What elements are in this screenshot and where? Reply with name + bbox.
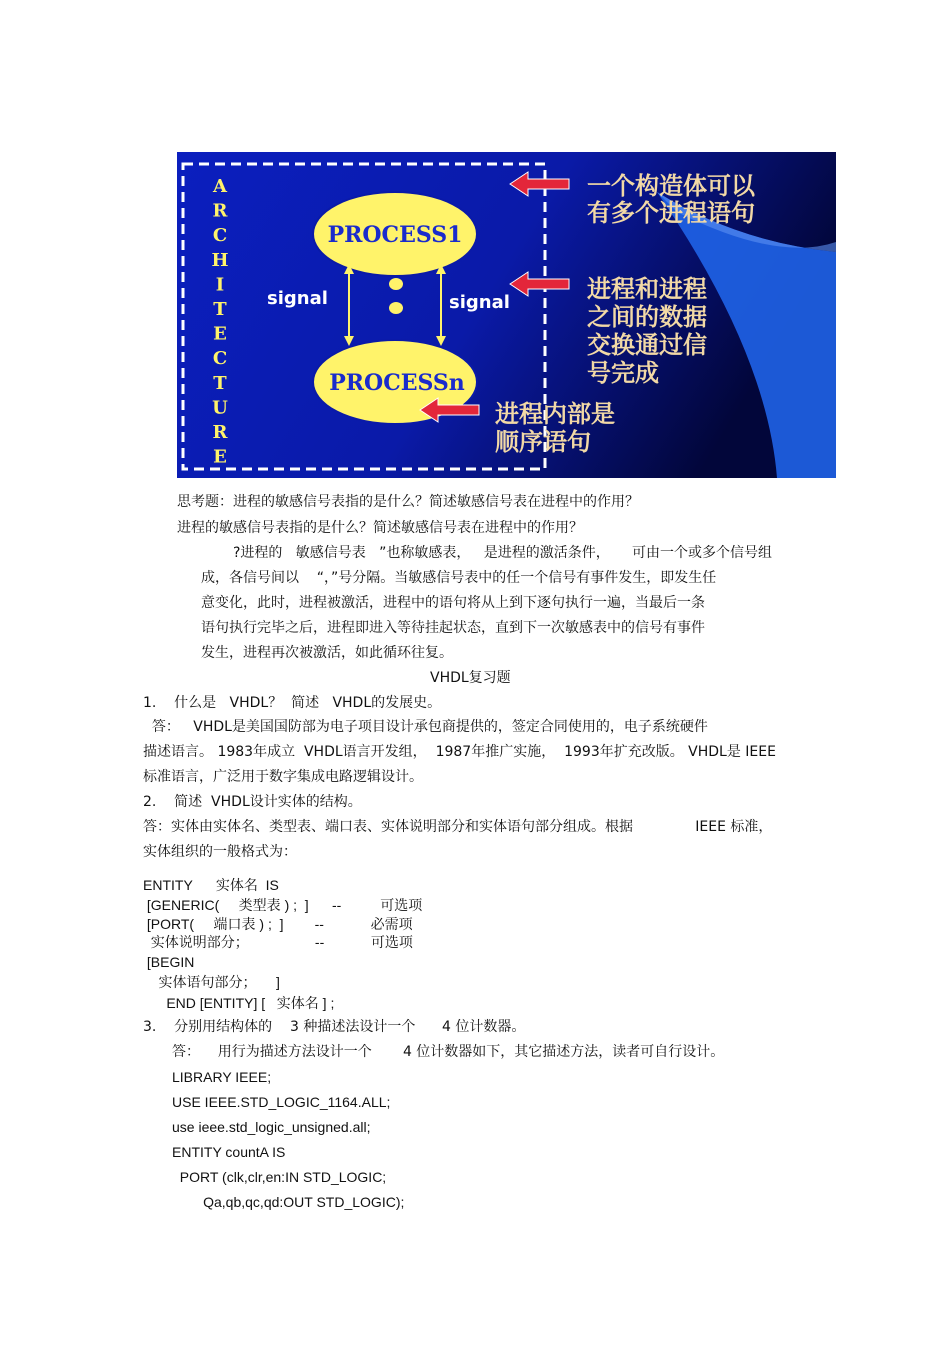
note-three-line: 进程内部是 xyxy=(495,399,615,428)
architecture-letter: T xyxy=(213,299,227,320)
note-one-line: 有多个进程语句 xyxy=(587,198,755,227)
dot-top xyxy=(389,278,403,290)
note-two-line: 进程和进程 xyxy=(587,274,707,303)
signal-label-left: signal xyxy=(267,288,328,309)
architecture-letter: C xyxy=(212,348,228,370)
answer-line-1: ?进程的 敏感信号表 ”也称敏感表， 是进程的激活条件， 可由一个或多个信号组 xyxy=(233,545,772,561)
processn-label: PROCESSn xyxy=(329,370,465,396)
architecture-letter: E xyxy=(213,446,227,468)
section-title: VHDL复习题 xyxy=(430,670,511,686)
answer-line-4: 语句执行完毕之后，进程即进入等待挂起状态，直到下一次敏感表中的信号有事件 xyxy=(201,620,705,636)
question-3-answer: 答： 用行为描述方法设计一个 4 位计数器如下，其它描述方法，读者可自行设计。 xyxy=(172,1044,725,1060)
entity-code-line: [GENERIC( 类型表 ) ; ] -- 可选项 xyxy=(143,897,423,913)
architecture-letter: A xyxy=(213,176,227,197)
note-two-line: 号完成 xyxy=(587,358,659,387)
note-one xyxy=(587,171,756,227)
architecture-diagram-svg xyxy=(177,152,836,478)
dot-bottom xyxy=(389,302,403,314)
note-one-line: 一个构造体可以 xyxy=(587,171,755,200)
architecture-diagram xyxy=(177,152,836,478)
code-line: USE IEEE.STD_LOGIC_1164.ALL; xyxy=(172,1094,391,1110)
entity-code-line: 实体说明部分； -- 可选项 xyxy=(143,934,413,950)
note-two-line: 之间的数据 xyxy=(587,302,707,331)
architecture-letter: C xyxy=(212,225,228,247)
think-question: 思考题：进程的敏感信号表指的是什么？简述敏感信号表在进程中的作用？ xyxy=(177,494,639,510)
architecture-letter: H xyxy=(211,249,229,271)
process1-label: PROCESS1 xyxy=(327,222,463,248)
code-line: PORT (clk,clr,en:IN STD_LOGIC; xyxy=(172,1169,387,1185)
entity-code-line: 实体语句部分； ] xyxy=(143,974,280,990)
signal-label-right: signal xyxy=(449,292,510,313)
think-question-repeat: 进程的敏感信号表指的是什么？简述敏感信号表在进程中的作用？ xyxy=(177,520,583,536)
answer-line-2: 成，各信号间以 “，”号分隔。当敏感信号表中的任一个信号有事件发生，即发生任 xyxy=(201,570,717,586)
answer-line-3: 意变化，此时，进程被激活，进程中的语句将从上到下逐句执行一遍，当最后一条 xyxy=(201,595,705,611)
question-3: 3. 分别用结构体的 3 种描述法设计一个 4 位计数器。 xyxy=(143,1019,526,1035)
entity-code-line: END [ENTITY] [ 实体名 ] ; xyxy=(143,995,335,1011)
architecture-letter: T xyxy=(213,372,227,394)
question-2: 2. 简述 VHDL设计实体的结构。 xyxy=(143,794,362,810)
question-1: 1. 什么是 VHDL？ 简述 VHDL的发展史。 xyxy=(143,695,442,711)
entity-code-line: [PORT( 端口表 ) ; ] -- 必需项 xyxy=(143,916,413,932)
code-line: Qa,qb,qc,qd:OUT STD_LOGIC); xyxy=(172,1194,405,1210)
entity-code-line: [BEGIN xyxy=(143,954,195,970)
question-1-answer-line-2: 描述语言。 1983年成立 VHDL语言开发组， 1987年推广实施， 1993年扩充改版。 VHDL是 IEEE xyxy=(143,744,776,760)
question-1-answer-line-1: 答： VHDL是美国国防部为电子项目设计承包商提供的，签定合同使用的，电子系统硬件 xyxy=(143,719,708,735)
architecture-letter: R xyxy=(212,422,228,443)
code-line: use ieee.std_logic_unsigned.all; xyxy=(172,1119,371,1135)
note-three-line: 顺序语句 xyxy=(495,427,591,456)
question-2-answer-line-1: 答：实体由实体名、类型表、端口表、实体说明部分和实体语句部分组成。根据 IEEE 标准， xyxy=(143,819,773,835)
entity-code-line: ENTITY 实体名 IS xyxy=(143,877,279,893)
architecture-letter: U xyxy=(212,397,228,419)
question-1-answer-line-3: 标准语言，广泛用于数字集成电路逻辑设计。 xyxy=(143,769,423,785)
architecture-letter: I xyxy=(215,274,225,296)
answer-line-5: 发生，进程再次被激活，如此循环往复。 xyxy=(201,645,453,661)
architecture-letter: R xyxy=(212,200,228,222)
note-two-line: 交换通过信 xyxy=(587,330,707,359)
code-line: ENTITY countA IS xyxy=(172,1144,286,1160)
question-2-answer-line-2: 实体组织的一般格式为： xyxy=(143,844,297,860)
architecture-letter: E xyxy=(213,323,227,345)
code-line: LIBRARY IEEE; xyxy=(172,1069,272,1085)
